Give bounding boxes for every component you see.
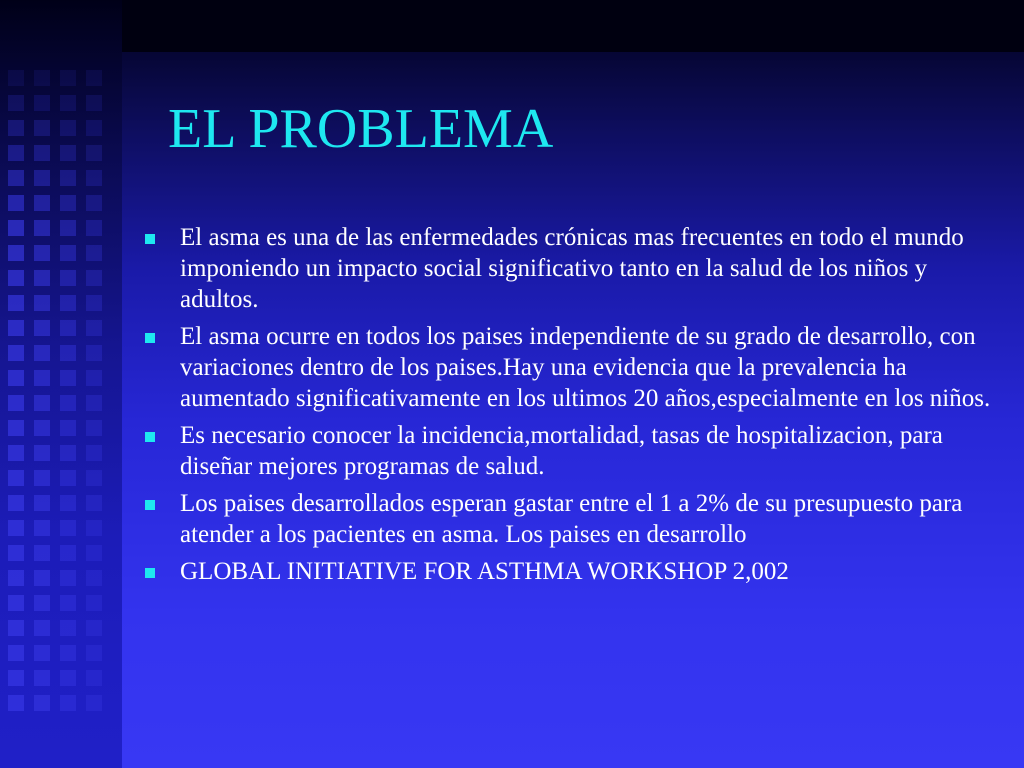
decorative-square [86, 570, 102, 586]
decorative-square [34, 345, 50, 361]
decorative-square [60, 670, 76, 686]
decorative-square [34, 320, 50, 336]
decorative-square [8, 120, 24, 136]
decorative-square [60, 95, 76, 111]
decorative-square [34, 220, 50, 236]
decorative-square [34, 645, 50, 661]
decorative-square [60, 470, 76, 486]
bullet-text: GLOBAL INITIATIVE FOR ASTHMA WORKSHOP 2,002 [180, 558, 789, 585]
decorative-square [86, 695, 102, 711]
decorative-square [86, 245, 102, 261]
decorative-square [34, 520, 50, 536]
decorative-square [86, 645, 102, 661]
decorative-square [8, 345, 24, 361]
decorative-square [60, 370, 76, 386]
decorative-square [60, 620, 76, 636]
bullet-text: Los paises desarrollados esperan gastar entre el 1 a 2% de su presupuesto para atender a los pacientes en asma. Los paises en desarrollo [180, 490, 963, 548]
decorative-square [34, 695, 50, 711]
decorative-square [34, 95, 50, 111]
decorative-square [60, 170, 76, 186]
decorative-square [60, 495, 76, 511]
decorative-square [34, 170, 50, 186]
decorative-square [86, 545, 102, 561]
decorative-square [86, 270, 102, 286]
decorative-square [86, 195, 102, 211]
decorative-square [8, 70, 24, 86]
decorative-square [86, 345, 102, 361]
decorative-square [8, 270, 24, 286]
decorative-square [34, 420, 50, 436]
bullet-text: Es necesario conocer la incidencia,mortalidad, tasas de hospitalizacion, para diseñar mejores programas de salud. [180, 422, 943, 480]
decorative-square [60, 295, 76, 311]
decorative-square [86, 420, 102, 436]
decorative-square [86, 120, 102, 136]
decorative-square [60, 195, 76, 211]
square-bullet-icon [145, 234, 155, 244]
decorative-square [34, 620, 50, 636]
decorative-square [60, 70, 76, 86]
decorative-square [8, 695, 24, 711]
top-dark-band [122, 0, 1024, 52]
bullet-item [142, 420, 1002, 482]
decorative-square [8, 320, 24, 336]
slide-title: EL PROBLEMA [168, 98, 554, 160]
decorative-square [86, 470, 102, 486]
decorative-square [60, 520, 76, 536]
decorative-square [8, 245, 24, 261]
square-bullet-icon [145, 568, 155, 578]
decorative-square [60, 420, 76, 436]
decorative-square [8, 620, 24, 636]
decorative-square [86, 595, 102, 611]
bullet-item [142, 488, 1002, 550]
decorative-square [60, 320, 76, 336]
decorative-square [34, 70, 50, 86]
decorative-square [60, 345, 76, 361]
decorative-square [8, 220, 24, 236]
bullet-item [142, 556, 1002, 587]
decorative-square [60, 120, 76, 136]
decorative-square [8, 95, 24, 111]
decorative-square [86, 370, 102, 386]
decorative-square [86, 295, 102, 311]
decorative-square [34, 495, 50, 511]
decorative-square [34, 270, 50, 286]
square-bullet-icon [145, 500, 155, 510]
decorative-square [8, 445, 24, 461]
decorative-square [8, 595, 24, 611]
decorative-square [34, 295, 50, 311]
decorative-square [60, 145, 76, 161]
decorative-square [34, 120, 50, 136]
decorative-square [8, 470, 24, 486]
decorative-square [86, 320, 102, 336]
bullet-item [142, 222, 1002, 315]
decorative-square [86, 395, 102, 411]
decorative-square [86, 170, 102, 186]
decorative-square [8, 195, 24, 211]
bullet-item [142, 321, 1002, 414]
decorative-square [8, 545, 24, 561]
square-bullet-icon [145, 432, 155, 442]
decorative-square [34, 195, 50, 211]
decorative-square [34, 445, 50, 461]
decorative-square [60, 595, 76, 611]
decorative-square [8, 420, 24, 436]
decorative-square [34, 145, 50, 161]
square-bullet-icon [145, 333, 155, 343]
decorative-square [60, 445, 76, 461]
decorative-square [8, 370, 24, 386]
decorative-square [86, 220, 102, 236]
decorative-square [60, 695, 76, 711]
bullet-list [142, 222, 1002, 593]
decorative-square [86, 520, 102, 536]
decorative-square [8, 170, 24, 186]
decorative-square [34, 245, 50, 261]
decorative-square [60, 270, 76, 286]
decorative-square [86, 495, 102, 511]
decorative-square [34, 370, 50, 386]
decorative-square [60, 245, 76, 261]
decorative-square [86, 145, 102, 161]
decorative-square [34, 595, 50, 611]
bullet-text: El asma es una de las enfermedades crónicas mas frecuentes en todo el mundo imponiendo un impacto social significativo tanto en la salud de los niños y adultos. [180, 224, 964, 313]
decorative-square [8, 295, 24, 311]
decorative-square [34, 470, 50, 486]
decorative-square [60, 545, 76, 561]
decorative-square [34, 670, 50, 686]
decorative-square [60, 395, 76, 411]
decorative-square [86, 95, 102, 111]
decorative-square [60, 220, 76, 236]
decorative-square [86, 670, 102, 686]
decorative-square [8, 570, 24, 586]
decorative-square [8, 495, 24, 511]
decorative-square [86, 445, 102, 461]
decorative-square [34, 395, 50, 411]
decorative-square [34, 545, 50, 561]
decorative-square [8, 395, 24, 411]
decorative-square [8, 645, 24, 661]
decorative-square [8, 145, 24, 161]
decorative-square [60, 645, 76, 661]
decorative-square [34, 570, 50, 586]
decorative-square [60, 570, 76, 586]
decorative-square [86, 620, 102, 636]
decorative-squares-column [0, 0, 122, 768]
bullet-text: El asma ocurre en todos los paises independiente de su grado de desarrollo, con variaciones dentro de los paises.Hay una evidencia que la prevalencia ha aumentado significativamente en los ultimos 20 años,especialmente en los niños. [180, 323, 991, 412]
decorative-square [86, 70, 102, 86]
decorative-square [8, 520, 24, 536]
decorative-square [8, 670, 24, 686]
